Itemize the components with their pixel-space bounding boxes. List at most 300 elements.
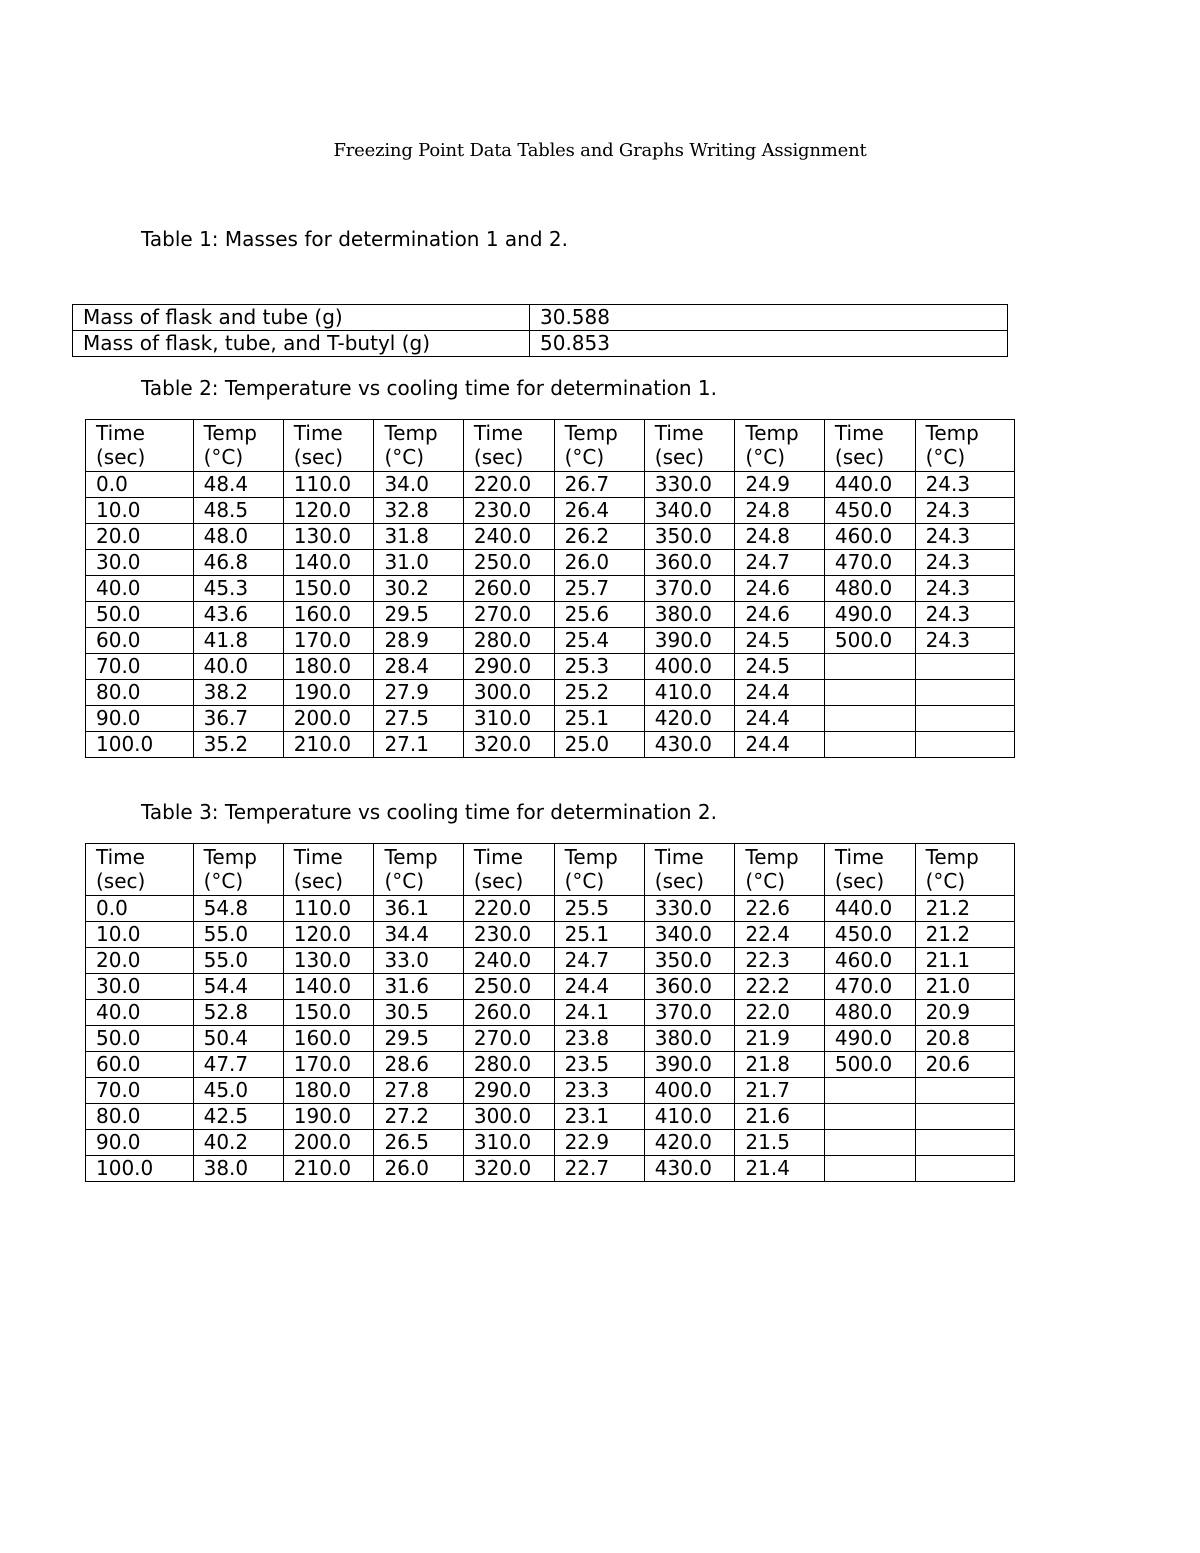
time-header: [644, 844, 735, 896]
temp-cell: 21.9: [735, 1026, 824, 1052]
time-cell: 170.0: [283, 628, 374, 654]
time-cell: 410.0: [644, 1104, 735, 1130]
temp-cell: 26.2: [554, 524, 644, 550]
temp-cell: [915, 1156, 1014, 1182]
header-unit: (sec): [654, 445, 705, 469]
time-cell: 160.0: [283, 1026, 374, 1052]
time-cell: [824, 1104, 915, 1130]
temp-cell: 27.1: [374, 732, 463, 758]
temp-cell: 29.5: [374, 602, 463, 628]
time-cell: 490.0: [824, 1026, 915, 1052]
time-cell: 290.0: [463, 1078, 554, 1104]
temp-cell: 38.2: [193, 680, 283, 706]
header-label: Time: [293, 845, 343, 869]
header-unit: (°C): [745, 445, 785, 469]
temp-cell: 26.4: [554, 498, 644, 524]
temp-cell: 24.8: [735, 498, 824, 524]
time-cell: 390.0: [644, 1052, 735, 1078]
time-cell: 500.0: [824, 1052, 915, 1078]
header-label: Temp: [564, 845, 618, 869]
temp-cell: 31.6: [374, 974, 463, 1000]
mass-label: Mass of flask, tube, and T-butyl (g): [73, 331, 530, 357]
temp-cell: 48.4: [193, 472, 283, 498]
time-cell: 340.0: [644, 922, 735, 948]
temp-cell: 27.9: [374, 680, 463, 706]
time-header: [283, 420, 374, 472]
time-cell: 60.0: [86, 1052, 194, 1078]
header-row: [86, 844, 1015, 896]
table-row: [86, 922, 1015, 948]
time-cell: 270.0: [463, 1026, 554, 1052]
temp-header: [193, 420, 283, 472]
time-cell: 350.0: [644, 948, 735, 974]
time-cell: 420.0: [644, 706, 735, 732]
temp-cell: 24.4: [735, 706, 824, 732]
time-cell: 80.0: [86, 680, 194, 706]
time-cell: 390.0: [644, 628, 735, 654]
table-row: [86, 1052, 1015, 1078]
temp-cell: 24.3: [915, 550, 1014, 576]
time-cell: 250.0: [463, 550, 554, 576]
time-cell: 220.0: [463, 896, 554, 922]
temp-cell: 25.6: [554, 602, 644, 628]
header-row: [86, 420, 1015, 472]
table-row: [86, 1078, 1015, 1104]
header-unit: (°C): [564, 445, 605, 469]
time-cell: [824, 1156, 915, 1182]
header-unit: (sec): [293, 445, 344, 469]
time-cell: [824, 1078, 915, 1104]
header-unit: (°C): [564, 869, 605, 893]
table-row: [86, 1156, 1015, 1182]
time-cell: 20.0: [86, 524, 194, 550]
time-cell: 100.0: [86, 1156, 194, 1182]
time-cell: 180.0: [283, 1078, 374, 1104]
time-cell: 270.0: [463, 602, 554, 628]
time-cell: 130.0: [283, 524, 374, 550]
temp-cell: 25.7: [554, 576, 644, 602]
time-cell: 430.0: [644, 1156, 735, 1182]
temp-cell: 21.2: [915, 896, 1014, 922]
time-cell: 290.0: [463, 654, 554, 680]
time-cell: 110.0: [283, 472, 374, 498]
temp-cell: 24.3: [915, 472, 1014, 498]
table-row: [86, 576, 1015, 602]
table-row: [86, 1130, 1015, 1156]
mass-value: 30.588: [530, 305, 1008, 331]
temp-cell: [915, 706, 1014, 732]
time-cell: 360.0: [644, 550, 735, 576]
time-cell: 450.0: [824, 922, 915, 948]
temp-cell: 21.8: [735, 1052, 824, 1078]
temp-cell: 24.3: [915, 576, 1014, 602]
header-unit: (°C): [384, 445, 425, 469]
temp-cell: 24.8: [735, 524, 824, 550]
temp-cell: 26.7: [554, 472, 644, 498]
mass-table: [72, 304, 1008, 357]
time-cell: [824, 706, 915, 732]
time-cell: 190.0: [283, 680, 374, 706]
time-cell: 440.0: [824, 472, 915, 498]
header-unit: (sec): [834, 869, 885, 893]
time-cell: 140.0: [283, 550, 374, 576]
temp-cell: 21.0: [915, 974, 1014, 1000]
temp-header: [374, 420, 463, 472]
table-row: [86, 974, 1015, 1000]
temp-cell: 33.0: [374, 948, 463, 974]
temp-cell: 54.4: [193, 974, 283, 1000]
time-cell: 120.0: [283, 498, 374, 524]
temp-cell: [915, 1104, 1014, 1130]
temp-header: [554, 420, 644, 472]
header-label: Temp: [564, 421, 618, 445]
time-cell: 130.0: [283, 948, 374, 974]
temp-cell: 42.5: [193, 1104, 283, 1130]
temp-cell: 40.2: [193, 1130, 283, 1156]
table-row: [86, 1000, 1015, 1026]
temp-header: [735, 420, 824, 472]
header-label: Temp: [203, 845, 257, 869]
temp-cell: 25.5: [554, 896, 644, 922]
time-cell: 90.0: [86, 706, 194, 732]
table-row: [86, 680, 1015, 706]
time-cell: 320.0: [463, 732, 554, 758]
temp-cell: 25.0: [554, 732, 644, 758]
temperature-table-determination-2: [85, 843, 1015, 1182]
header-label: Time: [834, 421, 884, 445]
table-row: [86, 1026, 1015, 1052]
temp-cell: 24.4: [735, 732, 824, 758]
time-cell: 480.0: [824, 1000, 915, 1026]
temp-cell: 22.9: [554, 1130, 644, 1156]
time-cell: 490.0: [824, 602, 915, 628]
temp-cell: 34.0: [374, 472, 463, 498]
table-row: [86, 602, 1015, 628]
header-label: Temp: [925, 845, 979, 869]
temp-cell: 24.3: [915, 602, 1014, 628]
time-cell: 460.0: [824, 948, 915, 974]
time-header: [463, 844, 554, 896]
header-label: Time: [834, 845, 884, 869]
temp-cell: 20.9: [915, 1000, 1014, 1026]
time-cell: 90.0: [86, 1130, 194, 1156]
temp-cell: 48.5: [193, 498, 283, 524]
mass-row: [73, 331, 1008, 357]
table-row: [86, 654, 1015, 680]
header-unit: (°C): [203, 869, 244, 893]
temp-cell: 50.4: [193, 1026, 283, 1052]
temp-cell: 21.1: [915, 948, 1014, 974]
time-cell: 40.0: [86, 576, 194, 602]
temp-cell: 24.3: [915, 628, 1014, 654]
time-cell: 120.0: [283, 922, 374, 948]
time-cell: 380.0: [644, 1026, 735, 1052]
time-cell: 300.0: [463, 1104, 554, 1130]
time-cell: 220.0: [463, 472, 554, 498]
time-cell: 310.0: [463, 1130, 554, 1156]
temp-cell: 25.4: [554, 628, 644, 654]
time-cell: [824, 1130, 915, 1156]
temp-cell: 25.3: [554, 654, 644, 680]
time-cell: 500.0: [824, 628, 915, 654]
temp-cell: 32.8: [374, 498, 463, 524]
time-cell: 280.0: [463, 1052, 554, 1078]
temp-cell: 24.9: [735, 472, 824, 498]
temp-cell: 21.4: [735, 1156, 824, 1182]
header-unit: (°C): [925, 445, 966, 469]
time-cell: 410.0: [644, 680, 735, 706]
temp-cell: 24.1: [554, 1000, 644, 1026]
temp-cell: 23.1: [554, 1104, 644, 1130]
temp-cell: 24.6: [735, 576, 824, 602]
time-cell: 400.0: [644, 654, 735, 680]
header-unit: (sec): [96, 445, 146, 469]
time-cell: 210.0: [283, 1156, 374, 1182]
time-cell: 470.0: [824, 974, 915, 1000]
time-cell: 230.0: [463, 922, 554, 948]
time-cell: 70.0: [86, 1078, 194, 1104]
temp-cell: 28.9: [374, 628, 463, 654]
temp-cell: 26.0: [374, 1156, 463, 1182]
table-row: [86, 1104, 1015, 1130]
time-cell: 300.0: [463, 680, 554, 706]
temp-cell: 48.0: [193, 524, 283, 550]
time-cell: 100.0: [86, 732, 194, 758]
temp-cell: 36.1: [374, 896, 463, 922]
header-unit: (sec): [834, 445, 885, 469]
time-header: [283, 844, 374, 896]
table-row: [86, 948, 1015, 974]
temp-cell: 25.1: [554, 922, 644, 948]
time-header: [86, 420, 194, 472]
temp-cell: 46.8: [193, 550, 283, 576]
temp-cell: 45.0: [193, 1078, 283, 1104]
time-cell: 360.0: [644, 974, 735, 1000]
temp-cell: 55.0: [193, 948, 283, 974]
temp-cell: [915, 680, 1014, 706]
temp-header: [374, 844, 463, 896]
table-row: [86, 498, 1015, 524]
header-unit: (sec): [293, 869, 344, 893]
temp-cell: 28.6: [374, 1052, 463, 1078]
time-cell: 60.0: [86, 628, 194, 654]
temp-cell: 24.3: [915, 498, 1014, 524]
temp-cell: 22.6: [735, 896, 824, 922]
time-cell: 50.0: [86, 602, 194, 628]
time-cell: 30.0: [86, 974, 194, 1000]
temp-cell: 24.4: [554, 974, 644, 1000]
time-cell: 430.0: [644, 732, 735, 758]
header-label: Time: [96, 421, 145, 445]
time-cell: 380.0: [644, 602, 735, 628]
time-cell: 40.0: [86, 1000, 194, 1026]
temp-header: [915, 844, 1014, 896]
temp-cell: 20.6: [915, 1052, 1014, 1078]
temp-cell: 27.5: [374, 706, 463, 732]
header-label: Temp: [384, 421, 438, 445]
time-cell: 190.0: [283, 1104, 374, 1130]
temp-cell: 52.8: [193, 1000, 283, 1026]
temp-cell: 38.0: [193, 1156, 283, 1182]
temp-cell: 23.5: [554, 1052, 644, 1078]
time-cell: 340.0: [644, 498, 735, 524]
temp-cell: 26.0: [554, 550, 644, 576]
time-cell: 30.0: [86, 550, 194, 576]
table-row: [86, 550, 1015, 576]
temp-cell: 29.5: [374, 1026, 463, 1052]
time-cell: 20.0: [86, 948, 194, 974]
header-unit: (sec): [96, 869, 146, 893]
time-cell: 160.0: [283, 602, 374, 628]
time-cell: 10.0: [86, 922, 194, 948]
header-label: Time: [654, 845, 704, 869]
header-unit: (sec): [473, 869, 524, 893]
time-cell: 330.0: [644, 896, 735, 922]
table-row: [86, 732, 1015, 758]
temp-cell: 30.5: [374, 1000, 463, 1026]
header-label: Temp: [384, 845, 438, 869]
time-header: [824, 420, 915, 472]
table-row: [86, 472, 1015, 498]
header-label: Temp: [745, 845, 799, 869]
temp-cell: 26.5: [374, 1130, 463, 1156]
temp-cell: 22.7: [554, 1156, 644, 1182]
time-cell: 440.0: [824, 896, 915, 922]
temp-cell: 55.0: [193, 922, 283, 948]
header-unit: (°C): [203, 445, 244, 469]
time-cell: 260.0: [463, 1000, 554, 1026]
temperature-table-determination-1: [85, 419, 1015, 758]
temp-cell: 24.6: [735, 602, 824, 628]
time-header: [463, 420, 554, 472]
time-cell: 10.0: [86, 498, 194, 524]
time-cell: 50.0: [86, 1026, 194, 1052]
time-cell: 150.0: [283, 1000, 374, 1026]
temp-cell: [915, 1130, 1014, 1156]
temp-cell: 23.3: [554, 1078, 644, 1104]
temp-cell: 24.5: [735, 654, 824, 680]
table3-caption: Table 3: Temperature vs cooling time for determination 2.: [141, 800, 718, 824]
time-cell: 330.0: [644, 472, 735, 498]
table-row: [86, 896, 1015, 922]
temp-cell: 22.4: [735, 922, 824, 948]
temp-cell: 23.8: [554, 1026, 644, 1052]
temp-cell: 21.5: [735, 1130, 824, 1156]
time-cell: 150.0: [283, 576, 374, 602]
time-cell: 180.0: [283, 654, 374, 680]
temp-cell: 28.4: [374, 654, 463, 680]
time-cell: 370.0: [644, 1000, 735, 1026]
time-cell: 370.0: [644, 576, 735, 602]
header-unit: (sec): [473, 445, 524, 469]
time-cell: 480.0: [824, 576, 915, 602]
time-cell: 240.0: [463, 948, 554, 974]
time-cell: 320.0: [463, 1156, 554, 1182]
time-cell: [824, 732, 915, 758]
temp-cell: 25.1: [554, 706, 644, 732]
time-cell: 400.0: [644, 1078, 735, 1104]
temp-cell: 30.2: [374, 576, 463, 602]
time-cell: 250.0: [463, 974, 554, 1000]
temp-cell: 41.8: [193, 628, 283, 654]
time-cell: 170.0: [283, 1052, 374, 1078]
table-row: [86, 706, 1015, 732]
time-cell: 450.0: [824, 498, 915, 524]
temp-cell: 24.5: [735, 628, 824, 654]
temp-cell: 31.0: [374, 550, 463, 576]
time-cell: 200.0: [283, 706, 374, 732]
header-unit: (sec): [654, 869, 705, 893]
table-row: [86, 628, 1015, 654]
temp-cell: 21.2: [915, 922, 1014, 948]
temp-cell: 40.0: [193, 654, 283, 680]
temp-cell: 36.7: [193, 706, 283, 732]
mass-label: Mass of flask and tube (g): [73, 305, 530, 331]
time-cell: 350.0: [644, 524, 735, 550]
header-label: Time: [473, 845, 523, 869]
temp-cell: 35.2: [193, 732, 283, 758]
temp-cell: [915, 1078, 1014, 1104]
time-cell: 460.0: [824, 524, 915, 550]
time-cell: 0.0: [86, 472, 194, 498]
header-label: Temp: [203, 421, 257, 445]
temp-cell: [915, 654, 1014, 680]
temp-cell: 24.3: [915, 524, 1014, 550]
time-cell: 260.0: [463, 576, 554, 602]
temp-cell: 54.8: [193, 896, 283, 922]
temp-cell: 21.7: [735, 1078, 824, 1104]
time-cell: 230.0: [463, 498, 554, 524]
temp-cell: 43.6: [193, 602, 283, 628]
temp-cell: 45.3: [193, 576, 283, 602]
table2-caption: Table 2: Temperature vs cooling time for determination 1.: [141, 376, 718, 400]
time-cell: 240.0: [463, 524, 554, 550]
temp-cell: 27.8: [374, 1078, 463, 1104]
temp-cell: 21.6: [735, 1104, 824, 1130]
time-cell: [824, 654, 915, 680]
mass-row: [73, 305, 1008, 331]
temp-header: [193, 844, 283, 896]
temp-cell: [915, 732, 1014, 758]
temp-cell: 22.0: [735, 1000, 824, 1026]
time-cell: 420.0: [644, 1130, 735, 1156]
time-cell: 210.0: [283, 732, 374, 758]
time-cell: 70.0: [86, 654, 194, 680]
temp-cell: 24.7: [554, 948, 644, 974]
mass-value: 50.853: [530, 331, 1008, 357]
temp-cell: 47.7: [193, 1052, 283, 1078]
temp-cell: 22.3: [735, 948, 824, 974]
temp-cell: 31.8: [374, 524, 463, 550]
time-header: [644, 420, 735, 472]
temp-cell: 24.7: [735, 550, 824, 576]
time-cell: 280.0: [463, 628, 554, 654]
temp-cell: 20.8: [915, 1026, 1014, 1052]
temp-header: [554, 844, 644, 896]
header-unit: (°C): [384, 869, 425, 893]
time-cell: 0.0: [86, 896, 194, 922]
temp-header: [735, 844, 824, 896]
header-label: Temp: [745, 421, 799, 445]
header-unit: (°C): [925, 869, 966, 893]
time-cell: 80.0: [86, 1104, 194, 1130]
temp-cell: 27.2: [374, 1104, 463, 1130]
header-label: Time: [473, 421, 523, 445]
header-label: Temp: [925, 421, 979, 445]
time-cell: [824, 680, 915, 706]
temp-cell: 24.4: [735, 680, 824, 706]
time-cell: 310.0: [463, 706, 554, 732]
